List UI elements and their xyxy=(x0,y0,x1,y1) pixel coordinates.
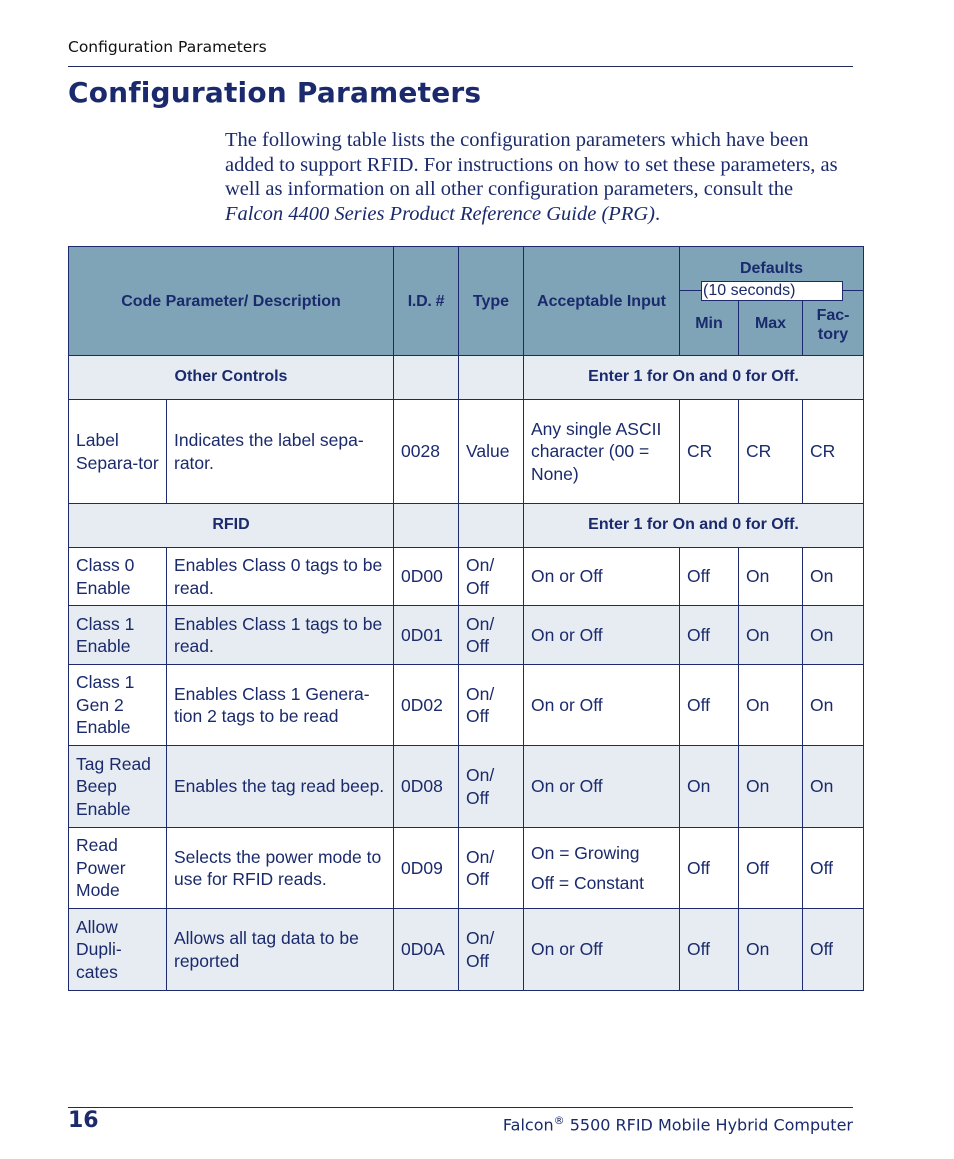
default-factory: On xyxy=(803,606,864,665)
param-acceptable-input: On or Off xyxy=(524,909,680,991)
param-description: Enables Class 0 tags to be read. xyxy=(167,548,394,606)
param-id: 0D02 xyxy=(394,665,459,746)
param-name: Class 1 Enable xyxy=(69,606,167,665)
table-body xyxy=(69,356,864,991)
default-max: On xyxy=(739,606,803,665)
intro-text: The following table lists the configuration parameters which have been added to support RFID. For instructions on how to set these parameters, as well as information on all other configuration parameters, consult the xyxy=(225,129,838,200)
section-type-blank xyxy=(459,356,524,400)
param-type: Value xyxy=(459,400,524,504)
header-rule xyxy=(68,66,853,67)
default-max: On xyxy=(739,548,803,606)
default-max: CR xyxy=(739,400,803,504)
acceptable-input-line: On = Growing xyxy=(531,843,640,863)
param-name: Allow Dupli-cates xyxy=(69,909,167,991)
param-id: 0D01 xyxy=(394,606,459,665)
param-acceptable-input: On or Off xyxy=(524,665,680,746)
param-name: Class 1 Gen 2 Enable xyxy=(69,665,167,746)
default-factory: CR xyxy=(803,400,864,504)
default-factory: On xyxy=(803,548,864,606)
header-defaults-label: Defaults xyxy=(739,260,804,277)
default-factory: On xyxy=(803,665,864,746)
section-row xyxy=(69,356,864,400)
default-max: Off xyxy=(739,828,803,909)
footer-product-suffix: 5500 RFID Mobile Hybrid Computer xyxy=(564,1115,853,1135)
acceptable-input-line: Off = Constant xyxy=(531,872,645,893)
param-id: 0D08 xyxy=(394,746,459,828)
param-type: On/ Off xyxy=(459,665,524,746)
default-factory: On xyxy=(803,746,864,828)
section-name: RFID xyxy=(69,504,394,548)
header-defaults xyxy=(680,247,864,299)
param-description: Enables the tag read beep. xyxy=(167,746,394,828)
param-id: 0D0A xyxy=(394,909,459,991)
header-id: I.D. # xyxy=(394,247,459,356)
param-type: On/ Off xyxy=(459,606,524,665)
section-id-blank xyxy=(394,356,459,400)
default-min: Off xyxy=(680,665,739,746)
default-max: On xyxy=(739,665,803,746)
page-number: 16 xyxy=(68,1108,99,1133)
param-name: Class 0 Enable xyxy=(69,548,167,606)
table-row xyxy=(69,400,864,504)
table-row xyxy=(69,606,864,665)
table-row xyxy=(69,909,864,991)
intro-reference: Falcon 4400 Series Product Reference Guide (PRG) xyxy=(225,202,655,225)
section-row xyxy=(69,504,864,548)
header-type: Type xyxy=(459,247,524,356)
param-acceptable-input xyxy=(524,828,680,909)
param-description: Enables Class 1 Genera-tion 2 tags to be read xyxy=(167,665,394,746)
section-note: Enter 1 for On and 0 for Off. xyxy=(524,504,864,548)
default-min: Off xyxy=(680,828,739,909)
intro-end: . xyxy=(654,202,661,225)
param-acceptable-input: On or Off xyxy=(524,548,680,606)
footer-product-prefix: Falcon xyxy=(502,1115,554,1135)
section-type-blank xyxy=(459,504,524,548)
param-name: Label Separa-tor xyxy=(69,400,167,504)
param-acceptable-input: On or Off xyxy=(524,746,680,828)
intro-paragraph xyxy=(225,128,855,226)
footer-rule xyxy=(68,1107,853,1108)
header-max: Max xyxy=(739,291,803,356)
table-row xyxy=(69,548,864,606)
param-acceptable-input: Any single ASCII character (00 = None) xyxy=(524,400,680,504)
header-min: Min xyxy=(680,291,739,356)
default-max: On xyxy=(739,909,803,991)
header-factory: Fac-tory xyxy=(803,291,864,356)
param-description: Enables Class 1 tags to be read. xyxy=(167,606,394,665)
registered-mark: ® xyxy=(553,1114,565,1127)
config-parameters-table xyxy=(68,246,864,991)
param-id: 0D00 xyxy=(394,548,459,606)
table-row xyxy=(69,828,864,909)
param-id: 0D09 xyxy=(394,828,459,909)
param-type: On/ Off xyxy=(459,746,524,828)
section-name: Other Controls xyxy=(69,356,394,400)
page-title: Configuration Parameters xyxy=(68,76,482,109)
section-id-blank xyxy=(394,504,459,548)
defaults-note-box: (10 seconds) xyxy=(701,281,843,301)
table-row xyxy=(69,665,864,746)
param-description: Allows all tag data to be reported xyxy=(167,909,394,991)
header-code-parameter: Code Parameter/ Description xyxy=(69,247,394,356)
param-acceptable-input: On or Off xyxy=(524,606,680,665)
default-min: Off xyxy=(680,909,739,991)
param-type: On/ Off xyxy=(459,548,524,606)
section-note: Enter 1 for On and 0 for Off. xyxy=(524,356,864,400)
footer-title xyxy=(503,1114,853,1134)
default-factory: Off xyxy=(803,828,864,909)
param-type: On/ Off xyxy=(459,828,524,909)
default-max: On xyxy=(739,746,803,828)
default-factory: Off xyxy=(803,909,864,991)
running-head: Configuration Parameters xyxy=(68,38,267,56)
header-acceptable-input: Acceptable Input xyxy=(524,247,680,356)
default-min: Off xyxy=(680,606,739,665)
param-description: Selects the power mode to use for RFID reads. xyxy=(167,828,394,909)
param-name: Tag Read Beep Enable xyxy=(69,746,167,828)
param-name: Read Power Mode xyxy=(69,828,167,909)
default-min: CR xyxy=(680,400,739,504)
table-row xyxy=(69,746,864,828)
param-id: 0028 xyxy=(394,400,459,504)
param-type: On/ Off xyxy=(459,909,524,991)
default-min: Off xyxy=(680,548,739,606)
param-description: Indicates the label sepa-rator. xyxy=(167,400,394,504)
default-min: On xyxy=(680,746,739,828)
